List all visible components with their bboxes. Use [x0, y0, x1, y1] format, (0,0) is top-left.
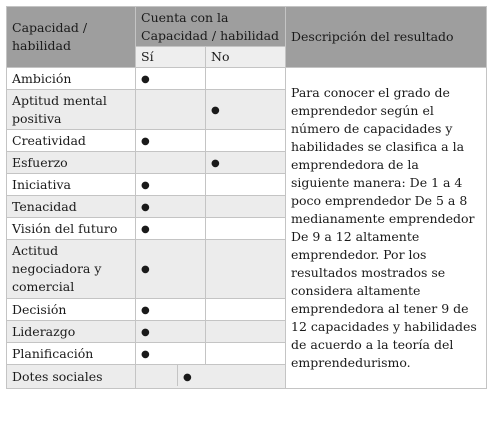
row-label: Actitud negociadora y comercial [7, 240, 136, 299]
row-label: Ambición [7, 68, 136, 90]
descripcion-resultado: Para conocer el grado de emprendedor según el número de capacidades y habilidades se clasifica a la emprendedora de la siguiente manera: De 1 a 4 poco emprendedor De 5 a 8 medianamente emprendedor De 9 a 12 altamente emprendedor. Por los resultados mostrados se considera altamente emprendedora al tener 9 de 12 capacidades y habilidades de acuerdo a la teoría del emprendedurismo. [286, 68, 487, 389]
row-label: Esfuerzo [7, 152, 136, 174]
header-si: Sí [136, 47, 206, 68]
row-label: Dotes sociales [7, 365, 136, 389]
row-label: Tenacidad [7, 196, 136, 218]
check-si: ● [141, 326, 150, 338]
check-si: ● [141, 264, 150, 275]
check-no: ● [211, 104, 220, 116]
row-label: Iniciativa [7, 174, 136, 196]
check-si: ● [141, 179, 150, 191]
row-label: Planificación [7, 343, 136, 365]
header-capacidad: Capacidad / habilidad [7, 7, 136, 68]
header-no: No [206, 47, 286, 68]
check-no: ● [211, 157, 220, 169]
row-marks-split [136, 365, 286, 389]
row-label: Aptitud mental positiva [7, 90, 136, 130]
check-si: ● [141, 201, 150, 213]
check-si: ● [141, 223, 150, 235]
row-label: Decisión [7, 299, 136, 321]
check-no: ● [183, 372, 192, 383]
header-cuenta: Cuenta con la Capacidad / habilidad [136, 7, 286, 47]
header-descripcion: Descripción del resultado [286, 7, 487, 68]
capacidades-table [6, 6, 487, 389]
row-label: Creatividad [7, 130, 136, 152]
row-label: Liderazgo [7, 321, 136, 343]
check-si: ● [141, 73, 150, 85]
row-label: Visión del futuro [7, 218, 136, 240]
check-si: ● [141, 304, 150, 316]
check-si: ● [141, 135, 150, 147]
check-si: ● [141, 348, 150, 360]
